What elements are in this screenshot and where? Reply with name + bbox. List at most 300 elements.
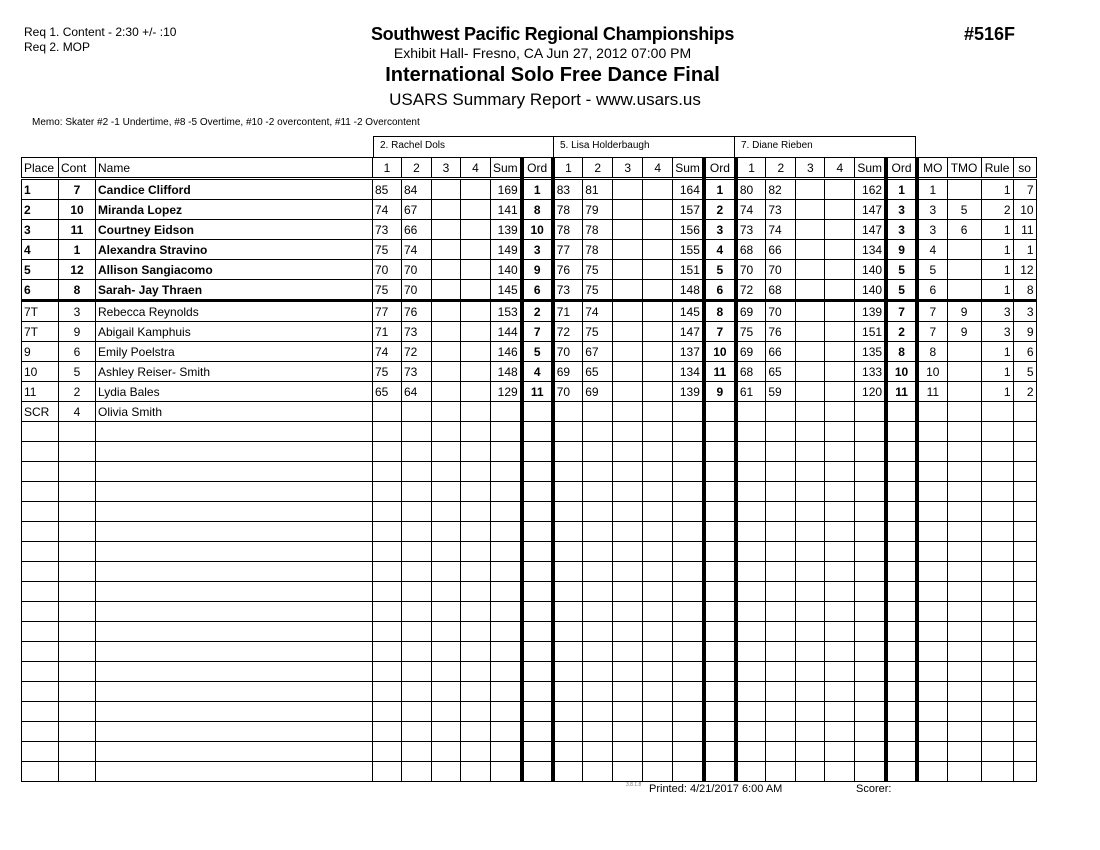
blank-cell xyxy=(553,662,583,682)
judge-1-score-3 xyxy=(432,402,461,422)
blank-cell xyxy=(886,682,917,702)
blank-cell xyxy=(491,462,522,482)
rule-cell: 1 xyxy=(981,260,1013,280)
blank-cell xyxy=(491,522,522,542)
judge-2-score-1: 77 xyxy=(553,240,583,260)
judge-3-score-1: 72 xyxy=(736,280,766,301)
judge-2-sum: 137 xyxy=(673,342,704,362)
col-tmo: TMO xyxy=(947,158,981,179)
tmo-cell: 6 xyxy=(947,220,981,240)
blank-cell xyxy=(917,462,947,482)
blank-cell xyxy=(825,502,855,522)
blank-cell xyxy=(583,542,613,562)
judge-3-score-2: 70 xyxy=(766,260,796,280)
j2-col-ord: Ord xyxy=(704,158,736,179)
blank-cell xyxy=(947,522,981,542)
blank-cell xyxy=(643,482,673,502)
blank-cell xyxy=(432,762,461,782)
blank-cell xyxy=(736,762,766,782)
blank-cell xyxy=(766,562,796,582)
judge-2-score-4 xyxy=(643,240,673,260)
tmo-cell xyxy=(947,240,981,260)
blank-cell xyxy=(613,582,643,602)
judge-3-score-2: 66 xyxy=(766,342,796,362)
blank-cell xyxy=(766,622,796,642)
blank-cell xyxy=(704,722,736,742)
blank-cell xyxy=(855,742,886,762)
judge-1-sum: 141 xyxy=(491,200,522,220)
blank-cell xyxy=(22,502,59,522)
blank-cell xyxy=(613,762,643,782)
blank-cell xyxy=(491,422,522,442)
blank-cell xyxy=(59,462,96,482)
judge-3-ordinal: 7 xyxy=(886,301,917,322)
blank-cell xyxy=(947,762,981,782)
judge-2-score-3 xyxy=(613,220,643,240)
blank-cell xyxy=(373,602,402,622)
blank-cell xyxy=(643,582,673,602)
judge-1-ordinal: 2 xyxy=(522,301,553,322)
j1-col-2: 2 xyxy=(402,158,432,179)
blank-cell xyxy=(432,422,461,442)
blank-cell xyxy=(796,682,825,702)
blank-cell xyxy=(522,582,553,602)
judge-2-ordinal: 3 xyxy=(704,220,736,240)
blank-cell xyxy=(673,662,704,682)
name-cell: Emily Poelstra xyxy=(96,342,373,362)
j3-col-sum: Sum xyxy=(855,158,886,179)
blank-cell xyxy=(796,742,825,762)
blank-row xyxy=(22,762,1037,782)
blank-cell xyxy=(522,502,553,522)
blank-cell xyxy=(796,662,825,682)
blank-cell xyxy=(432,662,461,682)
blank-cell xyxy=(491,722,522,742)
blank-cell xyxy=(704,662,736,682)
blank-cell xyxy=(981,422,1013,442)
j1-col-4: 4 xyxy=(461,158,491,179)
blank-cell xyxy=(96,602,373,622)
col-mo: MO xyxy=(917,158,947,179)
judge-2-score-3 xyxy=(613,260,643,280)
blank-cell xyxy=(1013,502,1036,522)
blank-cell xyxy=(704,682,736,702)
cont-cell: 12 xyxy=(59,260,96,280)
blank-cell xyxy=(613,562,643,582)
blank-cell xyxy=(373,442,402,462)
blank-cell xyxy=(855,502,886,522)
blank-cell xyxy=(59,762,96,782)
blank-cell xyxy=(432,442,461,462)
blank-cell xyxy=(22,642,59,662)
judge-1-sum: 129 xyxy=(491,382,522,402)
blank-cell xyxy=(402,602,432,622)
judge-3-score-2: 66 xyxy=(766,240,796,260)
blank-cell xyxy=(736,622,766,642)
blank-cell xyxy=(766,422,796,442)
j3-col-ord: Ord xyxy=(886,158,917,179)
blank-cell xyxy=(766,742,796,762)
judge-2-sum: 148 xyxy=(673,280,704,301)
judge-header-1: 2. Rachel Dols xyxy=(373,136,554,157)
place-cell: 1 xyxy=(22,179,59,200)
judge-3-sum: 134 xyxy=(855,240,886,260)
blank-cell xyxy=(917,442,947,462)
software-version: 3.8.1.8 xyxy=(626,782,642,788)
judge-3-score-4 xyxy=(825,280,855,301)
blank-cell xyxy=(613,702,643,722)
blank-cell xyxy=(96,582,373,602)
blank-cell xyxy=(402,662,432,682)
judge-1-score-1: 71 xyxy=(373,322,402,342)
j2-col-sum: Sum xyxy=(673,158,704,179)
blank-cell xyxy=(917,602,947,622)
j1-col-1: 1 xyxy=(373,158,402,179)
judge-3-score-1 xyxy=(736,402,766,422)
judge-1-ordinal: 11 xyxy=(522,382,553,402)
judge-3-score-3 xyxy=(796,362,825,382)
blank-cell xyxy=(796,622,825,642)
blank-cell xyxy=(981,622,1013,642)
judge-3-sum: 139 xyxy=(855,301,886,322)
judge-2-score-2: 67 xyxy=(583,342,613,362)
blank-cell xyxy=(886,442,917,462)
judge-3-sum: 120 xyxy=(855,382,886,402)
j3-col-3: 3 xyxy=(796,158,825,179)
blank-cell xyxy=(373,542,402,562)
blank-cell xyxy=(553,482,583,502)
blank-cell xyxy=(704,442,736,462)
blank-cell xyxy=(583,522,613,542)
blank-cell xyxy=(825,722,855,742)
blank-cell xyxy=(947,482,981,502)
blank-cell xyxy=(855,762,886,782)
judge-2-sum: 157 xyxy=(673,200,704,220)
rule-cell: 1 xyxy=(981,240,1013,260)
place-cell: 7T xyxy=(22,301,59,322)
blank-cell xyxy=(402,522,432,542)
judge-3-sum: 147 xyxy=(855,220,886,240)
tmo-cell xyxy=(947,362,981,382)
j3-col-1: 1 xyxy=(736,158,766,179)
blank-cell xyxy=(553,722,583,742)
judge-3-sum: 162 xyxy=(855,179,886,200)
blank-cell xyxy=(981,482,1013,502)
judge-2-score-3 xyxy=(613,342,643,362)
judge-1-score-1: 75 xyxy=(373,280,402,301)
blank-cell xyxy=(947,742,981,762)
blank-cell xyxy=(59,742,96,762)
blank-cell xyxy=(643,462,673,482)
blank-cell xyxy=(855,462,886,482)
so-cell: 9 xyxy=(1013,322,1036,342)
blank-cell xyxy=(917,582,947,602)
blank-cell xyxy=(917,562,947,582)
blank-cell xyxy=(825,522,855,542)
blank-cell xyxy=(491,662,522,682)
blank-cell xyxy=(491,482,522,502)
cont-cell: 8 xyxy=(59,280,96,301)
blank-cell xyxy=(491,602,522,622)
blank-cell xyxy=(522,522,553,542)
judge-2-score-2: 75 xyxy=(583,280,613,301)
blank-cell xyxy=(22,482,59,502)
rule-cell: 3 xyxy=(981,322,1013,342)
blank-cell xyxy=(96,522,373,542)
judge-2-ordinal: 11 xyxy=(704,362,736,382)
blank-cell xyxy=(947,702,981,722)
blank-cell xyxy=(461,462,491,482)
blank-cell xyxy=(96,742,373,762)
blank-cell xyxy=(796,442,825,462)
table-row xyxy=(22,240,1037,260)
blank-cell xyxy=(855,542,886,562)
blank-cell xyxy=(553,522,583,542)
judge-3-score-4 xyxy=(825,301,855,322)
blank-cell xyxy=(736,542,766,562)
blank-cell xyxy=(613,682,643,702)
blank-cell xyxy=(825,702,855,722)
blank-cell xyxy=(491,702,522,722)
judge-2-score-1: 72 xyxy=(553,322,583,342)
blank-cell xyxy=(766,702,796,722)
blank-cell xyxy=(981,642,1013,662)
j3-col-2: 2 xyxy=(766,158,796,179)
blank-cell xyxy=(402,582,432,602)
blank-cell xyxy=(59,622,96,642)
blank-cell xyxy=(947,622,981,642)
blank-cell xyxy=(373,422,402,442)
blank-cell xyxy=(613,422,643,442)
judge-3-score-1: 70 xyxy=(736,260,766,280)
blank-cell xyxy=(736,462,766,482)
col-name: Name xyxy=(96,158,373,179)
blank-cell xyxy=(373,722,402,742)
judge-1-score-4 xyxy=(461,322,491,342)
blank-cell xyxy=(22,562,59,582)
rule-cell xyxy=(981,402,1013,422)
place-cell: 9 xyxy=(22,342,59,362)
blank-cell xyxy=(583,622,613,642)
judge-2-score-4 xyxy=(643,322,673,342)
blank-cell xyxy=(825,542,855,562)
blank-cell xyxy=(766,682,796,702)
judge-1-score-2: 66 xyxy=(402,220,432,240)
blank-cell xyxy=(96,682,373,702)
blank-cell xyxy=(402,622,432,642)
judge-1-sum: 169 xyxy=(491,179,522,200)
judge-3-score-3 xyxy=(796,220,825,240)
blank-cell xyxy=(96,422,373,442)
place-cell: 6 xyxy=(22,280,59,301)
blank-cell xyxy=(981,522,1013,542)
col-place: Place xyxy=(22,158,59,179)
judge-1-score-3 xyxy=(432,179,461,200)
judge-2-ordinal: 4 xyxy=(704,240,736,260)
mo-cell: 8 xyxy=(917,342,947,362)
blank-cell xyxy=(736,502,766,522)
judge-1-sum: 145 xyxy=(491,280,522,301)
judge-2-score-2: 65 xyxy=(583,362,613,382)
blank-cell xyxy=(886,742,917,762)
blank-cell xyxy=(22,422,59,442)
mo-cell: 10 xyxy=(917,362,947,382)
judge-1-score-3 xyxy=(432,322,461,342)
blank-cell xyxy=(704,482,736,502)
mo-cell: 3 xyxy=(917,220,947,240)
blank-cell xyxy=(461,502,491,522)
judge-3-score-4 xyxy=(825,220,855,240)
cont-cell: 9 xyxy=(59,322,96,342)
blank-cell xyxy=(855,602,886,622)
judge-2-ordinal: 2 xyxy=(704,200,736,220)
blank-cell xyxy=(736,722,766,742)
blank-cell xyxy=(855,562,886,582)
j1-col-3: 3 xyxy=(432,158,461,179)
j2-col-3: 3 xyxy=(613,158,643,179)
rule-cell: 1 xyxy=(981,179,1013,200)
blank-cell xyxy=(583,702,613,722)
blank-cell xyxy=(886,462,917,482)
blank-cell xyxy=(613,482,643,502)
blank-cell xyxy=(522,722,553,742)
blank-cell xyxy=(917,522,947,542)
blank-cell xyxy=(522,562,553,582)
blank-cell xyxy=(583,642,613,662)
blank-cell xyxy=(522,762,553,782)
blank-cell xyxy=(981,602,1013,622)
cont-cell: 10 xyxy=(59,200,96,220)
so-cell: 12 xyxy=(1013,260,1036,280)
blank-cell xyxy=(825,602,855,622)
judge-1-ordinal: 7 xyxy=(522,322,553,342)
judge-1-score-4 xyxy=(461,301,491,322)
blank-cell xyxy=(825,642,855,662)
judge-2-score-3 xyxy=(613,280,643,301)
blank-cell xyxy=(59,722,96,742)
place-cell: 7T xyxy=(22,322,59,342)
blank-cell xyxy=(855,442,886,462)
judge-1-score-3 xyxy=(432,220,461,240)
blank-cell xyxy=(796,482,825,502)
blank-cell xyxy=(704,642,736,662)
blank-row xyxy=(22,462,1037,482)
blank-cell xyxy=(886,662,917,682)
blank-cell xyxy=(704,762,736,782)
blank-cell xyxy=(583,742,613,762)
blank-cell xyxy=(373,522,402,542)
judge-1-score-1: 75 xyxy=(373,362,402,382)
blank-cell xyxy=(553,462,583,482)
blank-cell xyxy=(736,582,766,602)
blank-cell xyxy=(432,522,461,542)
blank-cell xyxy=(947,502,981,522)
blank-cell xyxy=(673,522,704,542)
blank-cell xyxy=(947,682,981,702)
judge-1-score-3 xyxy=(432,301,461,322)
judge-1-ordinal: 6 xyxy=(522,280,553,301)
blank-cell xyxy=(643,742,673,762)
blank-cell xyxy=(522,462,553,482)
judge-1-ordinal: 8 xyxy=(522,200,553,220)
blank-cell xyxy=(886,542,917,562)
blank-cell xyxy=(461,622,491,642)
judge-3-score-1: 68 xyxy=(736,240,766,260)
blank-cell xyxy=(796,462,825,482)
judge-header-3: 7. Diane Rieben xyxy=(734,136,916,157)
judge-2-score-4 xyxy=(643,342,673,362)
blank-cell xyxy=(613,522,643,542)
judge-2-ordinal: 8 xyxy=(704,301,736,322)
blank-cell xyxy=(553,502,583,522)
judge-2-score-1: 83 xyxy=(553,179,583,200)
judge-2-score-2: 75 xyxy=(583,322,613,342)
blank-cell xyxy=(432,582,461,602)
blank-cell xyxy=(766,442,796,462)
blank-cell xyxy=(886,702,917,722)
blank-cell xyxy=(704,422,736,442)
blank-row xyxy=(22,642,1037,662)
blank-cell xyxy=(59,442,96,462)
blank-cell xyxy=(766,602,796,622)
judge-2-ordinal: 7 xyxy=(704,322,736,342)
blank-cell xyxy=(736,642,766,662)
blank-cell xyxy=(796,522,825,542)
blank-cell xyxy=(673,722,704,742)
blank-cell xyxy=(981,762,1013,782)
blank-cell xyxy=(402,462,432,482)
blank-cell xyxy=(1013,462,1036,482)
tmo-cell xyxy=(947,179,981,200)
mo-cell: 11 xyxy=(917,382,947,402)
blank-cell xyxy=(917,542,947,562)
mo-cell: 4 xyxy=(917,240,947,260)
judge-2-score-2: 75 xyxy=(583,260,613,280)
judge-1-score-2: 74 xyxy=(402,240,432,260)
blank-cell xyxy=(373,642,402,662)
blank-cell xyxy=(1013,482,1036,502)
blank-cell xyxy=(583,582,613,602)
blank-cell xyxy=(917,702,947,722)
mo-cell: 6 xyxy=(917,280,947,301)
blank-cell xyxy=(917,482,947,502)
blank-cell xyxy=(766,542,796,562)
rule-cell: 3 xyxy=(981,301,1013,322)
blank-cell xyxy=(461,582,491,602)
blank-cell xyxy=(553,422,583,442)
col-cont: Cont xyxy=(59,158,96,179)
blank-cell xyxy=(373,482,402,502)
blank-cell xyxy=(643,522,673,542)
blank-cell xyxy=(491,682,522,702)
judge-2-score-3 xyxy=(613,362,643,382)
judge-3-score-3 xyxy=(796,301,825,322)
blank-cell xyxy=(522,662,553,682)
blank-cell xyxy=(1013,642,1036,662)
judge-2-score-1: 78 xyxy=(553,220,583,240)
blank-cell xyxy=(704,602,736,622)
blank-cell xyxy=(491,502,522,522)
blank-cell xyxy=(643,722,673,742)
blank-cell xyxy=(373,682,402,702)
j3-col-4: 4 xyxy=(825,158,855,179)
blank-cell xyxy=(461,702,491,722)
blank-cell xyxy=(491,442,522,462)
judge-2-score-1: 70 xyxy=(553,382,583,402)
blank-cell xyxy=(643,602,673,622)
blank-cell xyxy=(583,422,613,442)
table-row xyxy=(22,301,1037,322)
